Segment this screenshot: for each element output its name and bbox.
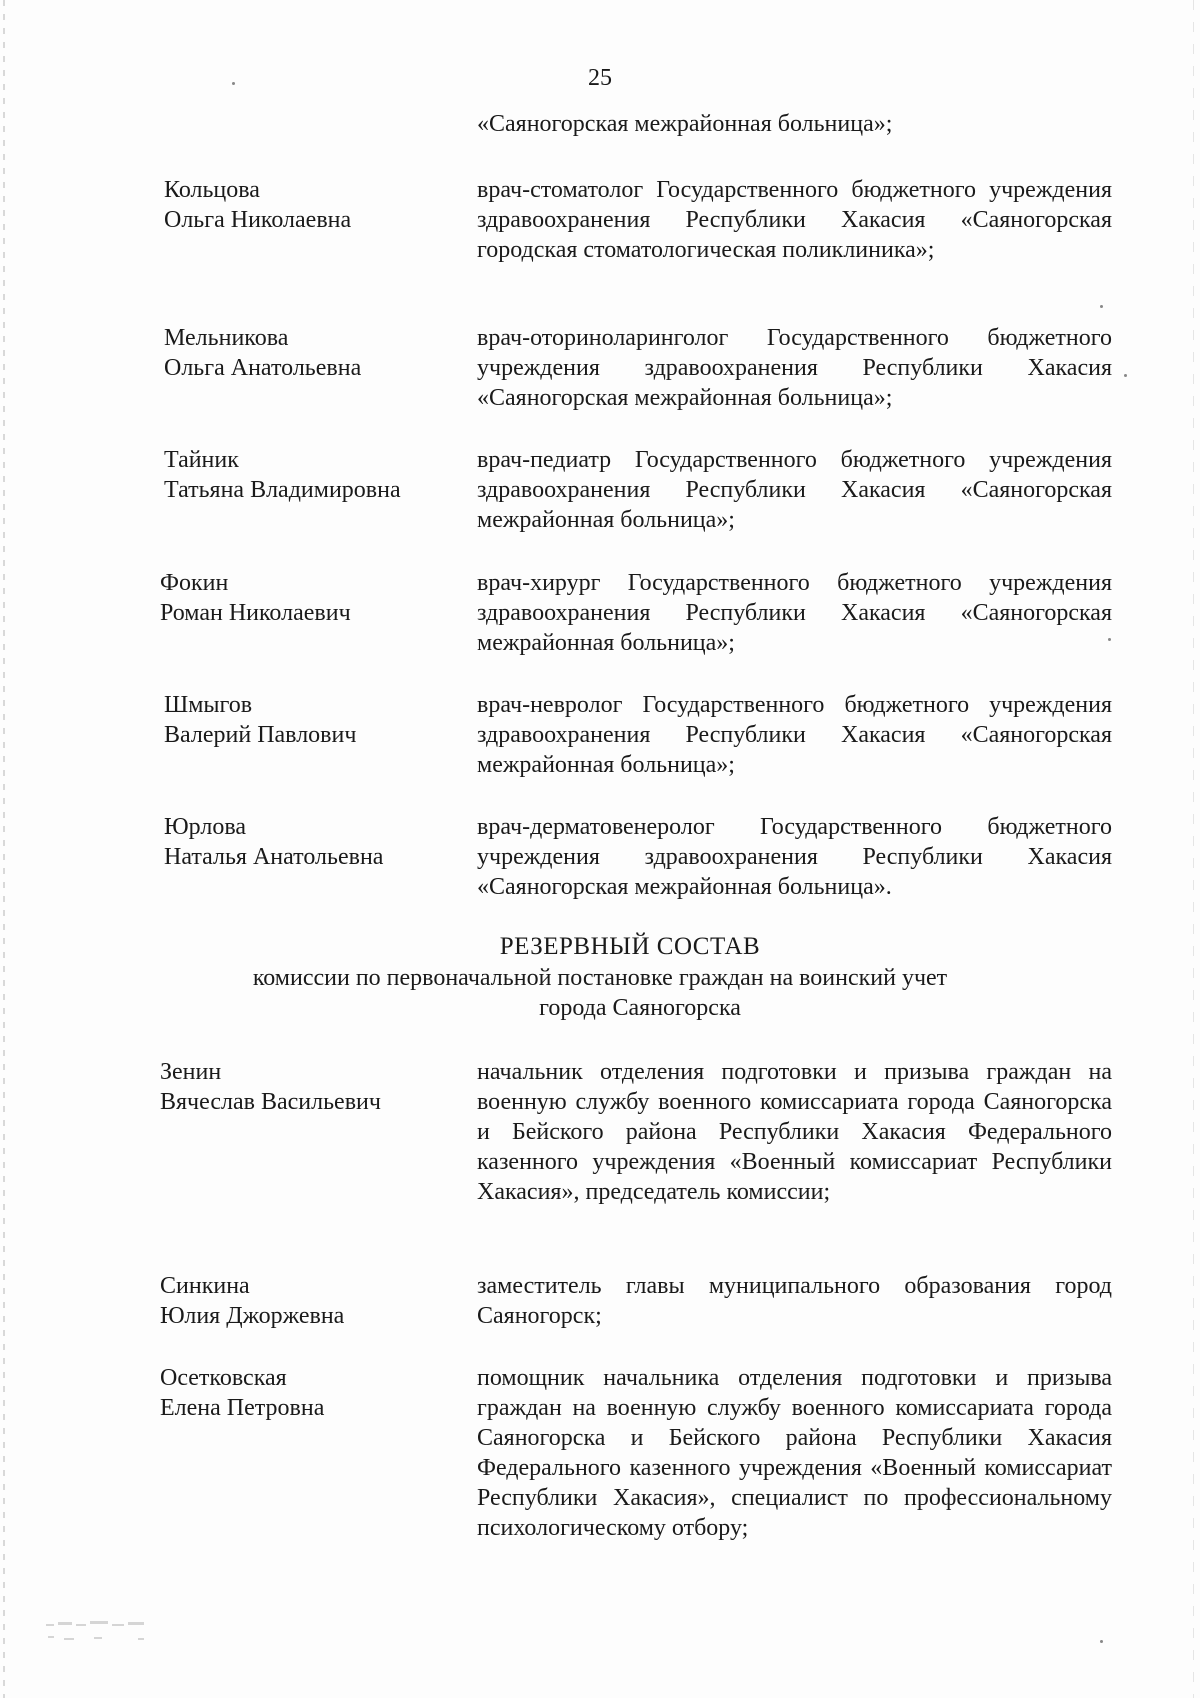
member-surname: Тайник — [164, 447, 239, 473]
member-name — [164, 445, 444, 505]
member-surname: Шмыгов — [164, 692, 253, 718]
scan-speck — [1100, 305, 1103, 308]
member-given-name: Ольга Анатольевна — [164, 355, 362, 381]
member-position: помощник начальника отделения подготовки и призыва граждан на военную службу военного комиссариата города Саяногорска и Бейского района Республики Хакасия Федерального казенного учреждения «Военный комиссариат Республики Хакасия», специалист по профессиональному психологическому отбору; — [477, 1365, 1112, 1541]
member-surname: Зенин — [160, 1059, 222, 1085]
member-position: врач-педиатр Государственного бюджетного учреждения здравоохранения Республики Хакасия «Саяногорская межрайонная больница»; — [477, 447, 1112, 533]
scan-speck — [1124, 374, 1127, 377]
member-given-name: Юлия Джоржевна — [160, 1303, 345, 1329]
scan-smudge-mark — [42, 1618, 172, 1652]
member-name — [160, 568, 440, 628]
continued-text: «Саяногорская межрайонная больница»; — [477, 111, 893, 137]
member-position: врач-дерматовенеролог Государственного бюджетного учреждения здравоохранения Республики Хакасия «Саяногорская межрайонная больница». — [477, 814, 1112, 900]
member-given-name: Вячеслав Васильевич — [160, 1089, 381, 1115]
member-name — [164, 323, 444, 383]
member-given-name: Елена Петровна — [160, 1395, 325, 1421]
member-name — [164, 690, 444, 750]
member-position: заместитель главы муниципального образования город Саяногорск; — [477, 1273, 1112, 1329]
scan-edge-left — [3, 0, 5, 1698]
section-title: РЕЗЕРВНЫЙ СОСТАВ — [499, 933, 761, 960]
member-name — [164, 812, 444, 872]
member-surname: Фокин — [160, 570, 229, 596]
member-given-name: Валерий Павлович — [164, 722, 357, 748]
member-surname: Осетковская — [160, 1365, 287, 1391]
member-given-name: Наталья Анатольевна — [164, 844, 384, 870]
scan-edge-right — [1193, 0, 1194, 1698]
member-surname: Юрлова — [164, 814, 246, 840]
member-given-name: Ольга Николаевна — [164, 207, 352, 233]
member-given-name: Роман Николаевич — [160, 600, 351, 626]
member-position: врач-хирург Государственного бюджетного учреждения здравоохранения Республики Хакасия «Саяногорская межрайонная больница»; — [477, 570, 1112, 656]
member-surname: Синкина — [160, 1273, 250, 1299]
scan-speck — [1100, 1640, 1103, 1643]
member-name — [160, 1363, 440, 1423]
member-name — [160, 1057, 440, 1117]
member-position: врач-оториноларинголог Государственного бюджетного учреждения здравоохранения Республики Хакасия «Саяногорская межрайонная больница»; — [477, 325, 1112, 411]
member-surname: Мельникова — [164, 325, 289, 351]
section-subtitle: комиссии по первоначальной постановке граждан на воинский учет — [252, 965, 948, 991]
member-surname: Кольцова — [164, 177, 260, 203]
scan-speck — [1108, 638, 1111, 641]
section-subtitle-city: города Саяногорска — [539, 995, 741, 1021]
member-position: начальник отделения подготовки и призыва граждан на военную службу военного комиссариата города Саяногорска и Бейского района Республики Хакасия Федерального казенного учреждения «Военный комиссариат Республики Хакасия», председатель комиссии; — [477, 1059, 1112, 1205]
member-position: врач-невролог Государственного бюджетного учреждения здравоохранения Республики Хакасия «Саяногорская межрайонная больница»; — [477, 692, 1112, 778]
member-name — [164, 175, 444, 235]
scan-speck — [232, 82, 235, 85]
page-number: 25 — [588, 65, 612, 91]
member-given-name: Татьяна Владимировна — [164, 477, 401, 503]
member-position: врач-стоматолог Государственного бюджетного учреждения здравоохранения Республики Хакасия «Саяногорская городская стоматологическая поликлиника»; — [477, 177, 1112, 263]
member-name — [160, 1271, 440, 1331]
